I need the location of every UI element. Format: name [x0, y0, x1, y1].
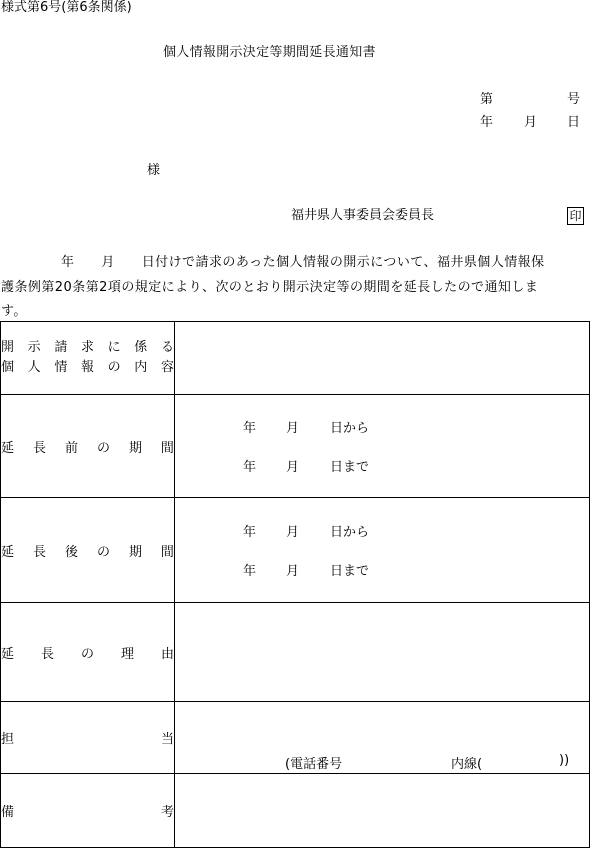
doc-no-prefix: 第	[480, 92, 494, 107]
info-label-line-2: 個 人 情 報 の 内 容	[1, 360, 174, 375]
after-period-cell	[175, 498, 590, 603]
info-label-line-1: 開 示 請 求 に 係 る	[1, 340, 174, 355]
period-month: 月	[286, 564, 300, 579]
info-label-cell	[1, 322, 175, 395]
table-row	[1, 498, 590, 603]
seal-mark: 印	[567, 207, 584, 225]
date-year: 年	[480, 115, 494, 130]
period-to: 日まで	[330, 564, 370, 579]
remarks-label-cell	[1, 774, 175, 848]
period-month: 月	[286, 421, 300, 436]
table-row	[1, 395, 590, 498]
reason-label: 延 長 の 理 由	[1, 646, 174, 662]
before-label-cell	[1, 395, 175, 498]
before-label: 延 長 前 の 期 間	[1, 440, 174, 456]
after-to-line	[243, 560, 383, 579]
body-line-3: す。	[1, 304, 27, 319]
after-from-line	[243, 521, 383, 540]
before-to-line	[243, 456, 383, 475]
info-content-cell	[175, 322, 590, 395]
table-row	[1, 322, 590, 395]
remarks-content-cell	[175, 774, 590, 848]
period-month: 月	[286, 460, 300, 475]
addressee-suffix: 様	[147, 163, 161, 178]
period-from: 日から	[330, 525, 370, 540]
table-row	[1, 603, 590, 702]
period-year: 年	[243, 421, 257, 436]
period-year: 年	[243, 460, 257, 475]
contact-label-cell	[1, 702, 175, 774]
extension-details-table	[0, 321, 590, 848]
period-year: 年	[243, 564, 257, 579]
phone-line	[285, 753, 575, 772]
contact-content-cell	[175, 702, 590, 774]
body-line-1: 年 月 日付けで請求のあった個人情報の開示について、福井県個人情報保	[61, 255, 545, 270]
date-day: 日	[567, 115, 581, 130]
period-from: 日から	[330, 421, 370, 436]
before-from-line	[243, 417, 383, 436]
notice-body	[1, 251, 589, 325]
extension-close: ))	[559, 753, 570, 768]
table-row	[1, 702, 590, 774]
after-label-cell	[1, 498, 175, 603]
before-period-cell	[175, 395, 590, 498]
period-year: 年	[243, 525, 257, 540]
reason-label-cell	[1, 603, 175, 702]
doc-no-suffix: 号	[567, 92, 581, 107]
document-title: 個人情報開示決定等期間延長通知書	[163, 45, 376, 60]
date-month: 月	[524, 115, 538, 130]
phone-label: (電話番号	[285, 757, 343, 772]
after-label: 延 長 後 の 期 間	[1, 544, 174, 560]
table-row	[1, 774, 590, 848]
remarks-label: 備 考	[1, 805, 174, 820]
contact-label: 担 当	[1, 732, 174, 747]
form-number: 様式第6号(第6条関係)	[1, 0, 132, 15]
period-month: 月	[286, 525, 300, 540]
body-line-2: 護条例第20条第2項の規定により、次のとおり開示決定等の期間を延長したので通知しま	[1, 279, 539, 295]
sender-name: 福井県人事委員会委員長	[291, 208, 435, 223]
reason-content-cell	[175, 603, 590, 702]
extension-label: 内線(	[451, 757, 483, 772]
period-to: 日まで	[330, 460, 370, 475]
